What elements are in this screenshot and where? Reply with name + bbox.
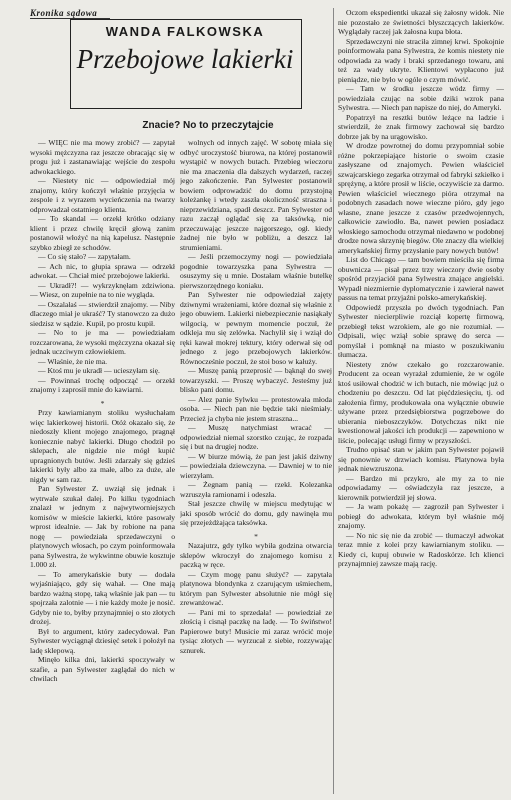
paragraph: Niestety znów czekało go rozczarowanie. Producent za ocean wyrażał zdumienie, że w ogóle ktoś usiłował chodzić w ich butach, nie mówiąc już o chodzeniu po deszczu. Od lat pięćdziesięciu, tj. od założenia firmy, produkowała ona wyłącznie obuwie używane przez przedsiębiorstwa pogrzebowe do ubierania nieboszczyków. Dotychczas nikt nie kwestionował jakości ich produkcji — zapewniono w liście, polecając usługi firmy w przyszłości. xyxy=(338,359,504,445)
article-subtitle: Znacie? No to przeczytajcie xyxy=(142,120,274,131)
paragraph: Stał jeszcze chwilę w miejscu medytując w jaki sposób wrócić do domu, gdy nawinęła mu się przejeżdżająca taksówka. xyxy=(180,499,332,527)
article-column-3 xyxy=(338,8,504,794)
paragraph: — Pani mi to sprzedała! — powiedział ze złością i cisnął paczkę na ladę. — To świństwo! Papierowe buty! Musicie mi zaraz wrócić moje tysiąc złotych — wyrzucał z siebie, rozzywając sznurek. xyxy=(180,607,332,655)
paragraph: — To skandal — orzekł krótko odziany klient i przez chwilę kręcił głową zanim postanowił włożyć na nią kapelusz. Następnie szybko zbiegł ze schodów. xyxy=(30,214,175,252)
paragraph: — Czym mogę panu służyć? — zapytała platynowa blondynka z czarującym uśmiechem, którym pan Sylwester absolutnie nie mógł się zrewanżować. xyxy=(180,569,332,607)
author-name: WANDA FALKOWSKA xyxy=(105,24,265,39)
paragraph: Sprzedawczyni nie straciła zimnej krwi. Spokojnie poinformowała pana Sylwestra, że komis niestety nie odpowiada za wady i braki sprzedanego towaru, ani też za wady ukryte. Klientowi wypłacono już pieniądze, nie było w ogóle o czym mówić. xyxy=(338,36,504,84)
section-kicker: Kronika sądowa xyxy=(30,8,110,19)
paragraph: Trudno opisać stan w jakim pan Sylwester pojawił się ponownie w drzwiach komisu. Platynowa była jednak niewzruszona. xyxy=(338,445,504,473)
paragraph: Minęło kilka dni, lakierki spoczywały w szafie, a pan Sylwester zaglądał do nich w chwilach xyxy=(30,655,175,683)
paragraph: Oczom ekspedientki ukazał się żałosny widok. Nie nie pozostało ze świetności błyszczących lakierków. Wyglądały raczej jak żałosna kupa błota. xyxy=(338,8,504,36)
paragraph: Pan Sylwester Z. uwziął się jednak i wytrwale szukał dalej. Po kilku tygodniach znalazł w jednym z najwytworniejszych komisów w mieście lakierki, które pasowały wprost idealnie. — Jak by robione na pana nogę — powiedziała sprzedawczyni o platynowych włosach, po czym poinformowała pana Sylwestra, że wykwintne obuwie kosztuje 1.000 zł. xyxy=(30,484,175,569)
paragraph: — Żegnam panią — rzekł. Kolezanka wzruszyła ramionami i odeszła. xyxy=(180,480,332,499)
paragraph: List do Chicago — tam bowiem mieściła się firma obuwnicza — pisał przez trzy wieczory dwie osoby spośród przyjaciół pana Sylwestra znające angielski. Wypadł niezmiernie dyplomatycznie i zawierał nawet passus na temat przyjaźni polsko-amerykańskiej. xyxy=(338,255,504,302)
paragraph: Popatrzył na resztki butów leżące na ladzie i stwierdził, że znak firmowy zachował się bardzo dobrze jak by na urągowisko. xyxy=(338,112,504,141)
paragraph: Był to argument, który zadecydował. Pan Sylwester wyciągnął dziesięć setek i położył na ladę sklepową. xyxy=(30,626,175,655)
paragraph: wolnych od innych zajęć. W sobotę miała się odbyć uroczystość biurowa, na której postanowił wystąpić w nowych butach. Przebieg wieczoru nie ma znaczenia dla dalszych wydarzeń, raczej jego zakończenie. Pan Sylwester postanowił bowiem odprowadzić do domu przystojną koleżankę i wtedy zaszła okoliczność straszna i nieprzewidziana, spadł deszcz. Pan Sylwester od razu zaczął oglądać się za taksówką, nie przeczuwając jeszcze najgorszego, ogł. kiedy żadnej nie było w pobliżu, a deszcz lał strumieniami. xyxy=(180,138,332,252)
paragraph: — Jeśli przemoczymy nogi — powiedziała pogodnie towarzyszka pana Sylwestra — osuszymy się u mnie. Dostałam właśnie butelkę pierwszorzędnego koniaku. xyxy=(180,252,332,290)
paragraph: — Muszę panią przeprosić — bąknął do swej towarzyszki. — Proszę wybaczyć. Jesteśmy już blisko pani domu. xyxy=(180,366,332,394)
paragraph: — No to je ma — powiedziałam rozczarowana, że wysoki mężczyzna okazał się jednak uczciwym człowiekiem. xyxy=(30,328,175,356)
article-title: Przebojowe lakierki xyxy=(76,44,294,74)
paragraph: — Ja wam pokażę — zagroził pan Sylwester i pobiegł do adwokata, którym był właśnie mój znajomy. xyxy=(338,502,504,530)
paragraph: Nazajutrz, gdy tylko wybiła godzina otwarcia sklepów wkroczył do znajomego komisu z paczką w ręce. xyxy=(180,541,332,569)
paragraph: — W biurze mówią, że pan jest jakiś dziwny — powiedziała dziewczyna. — Dawniej w to nie wierzyłam. xyxy=(180,451,332,480)
paragraph: — Muszę natychmiast wracać — odpowiedział niemal szorstko czując, że rozpada się i but na drugiej nodze. xyxy=(180,423,332,451)
paragraph: — Ach nic, to głupia sprawa — odrzekł adwokat. — Chciał mieć przebojowe lakierki. xyxy=(30,261,175,280)
paragraph: — Właśnie, że nie ma. xyxy=(38,356,108,366)
paragraph: — Niestety nic — odpowiedział mój znajomy, który kończył właśnie przyjęcia w zespole i z wyrazem wycieńczenia na twarzy odprowadzał ostatniego klienta. xyxy=(30,176,175,214)
article-column-1 xyxy=(30,138,175,794)
article-column-2 xyxy=(180,138,332,794)
paragraph: — Ktoś mu je ukradł — ucieszyłam się. xyxy=(38,366,160,375)
paragraph: — Tam w środku jeszcze wódz firmy — powiedziała czując na sobie dziki wzrok pana Sylwestra. — Niech pan napisze do niej, do Ameryki. xyxy=(338,84,504,112)
paragraph: — WIĘC nie ma mowy zrobić? — zapytał wysoki mężczyzna raz jeszcze obracając się w progu już i zastanawiając wejście do zespołu adwokackiego. xyxy=(30,138,175,176)
paragraph: Odpowiedź przyszła po dwóch tygodniach. Pan Sylwester niecierpliwie rozciął kopertę firmową, przebiegł tekst wzrokiem, ale go nie rozumiał. — Odpisali, więc wziął sobie sprawę do serca — pomyślał i pomknął na miasto w poszukiwaniu tłumacza. xyxy=(338,302,504,359)
paragraph: — Oszalałaś — stwierdził znajomy. — Niby dlaczego miał je ukraść? Ty stanowczo za dużo siedzisz w sądzie. Kupił, po prostu kupił. xyxy=(30,299,175,328)
paragraph: Pan Sylwester nie odpowiedział zajęty dziwnymi wrażeniami, które doznał się właśnie z jego obuwiem. Lakierki niebezpiecznie nasiąkały wilgocią, w pewnym momencie poczuł, że odkleja mu się zelówka. Nachylił się i wziął do ręki kawał mokrej tektury, który oderwał się od jednego z jego przebojowych lakierków. Równocześnie poczuł, że stoi boso w kałuży. xyxy=(180,290,332,366)
paragraph: — Bardzo mi przykro, ale my za to nie odpowiadamy — oświadczyła raz jeszcze, a kierownik potwierdził jej słowa. xyxy=(338,473,504,502)
paragraph: — Alez panie Sylwku — protestowała młoda osoba. — Niech pan nie będzie taki nieśmiały. Przecież ja chyba nie jestem straszna... xyxy=(180,394,332,423)
paragraph: — No nic się nie da zrobić — tłumaczył adwokat teraz mnie z kolei przy kawiarnianym stoliku. — Kiedy ci, kupuj obuwie w Radoskórze. Ich klienci przynajmniej zawsze mają rację. xyxy=(338,530,504,568)
paragraph: W drodze powrotnej do domu przypomniał sobie różne pokrzepiające historie o swoim czasie zasłyszane od znajomych. Pewien właściciel szwajcarskiego zegarka otrzymał od fabryki szkiełko i sprężynę, a które prosił w liście, oczywiście za darmo. Pewien właściciel wiecznego pióra otrzymał na podobnych zasadach nowe wieczne pióro, gdy jego własne, znane jeszcze z czasów przedwojennych, całkowicie zawiodło. Ba, nawet pewien posiadacz włoskiego samochodu otrzymał niedawno w podobnej drodze nowa skrzynię biegów. Ole znaczy dla wielkiej amerykańskiej firmy przysłanie pary nowych butów! xyxy=(338,141,504,255)
paragraph: * xyxy=(254,531,258,541)
paragraph: — Ukradł?! — wykrzyknęłam zdziwiona. — Wiesz, on zupełnie na to nie wygląda. xyxy=(30,280,175,299)
column-divider xyxy=(333,8,334,794)
paragraph: — To amerykańskie buty — dodała wyjaśniająco, gdy się wahał. — One mają bardzo ważną stopę, taką właśnie jak pan — tu spojrzała zalotnie — i nie każdy może je nosić. Gdyby nie to, byłby przynajmniej o sto złotych drożej. xyxy=(30,569,175,626)
paragraph: Przy kawiarnianym stoliku wysłuchałam więc lakierkowej historii. Otóż okazało się, że niedoszły klient mojego znajomego, pragnął koniecznie nabyć lakierki. Długo chodził po sklepach, ale nigdzie nie mógł kupić upragnionych butów. Jeśli zdarzały się gdzieś lakierki były albo za małe, albo za duże, ale nigdy w sam raz. xyxy=(30,408,175,484)
paragraph: — Powinnaś trochę odpocząć — orzekł znajomy i zaprosił mnie do kawiarni. xyxy=(30,375,175,394)
paragraph: * xyxy=(100,398,105,408)
paragraph: — Co się stało? — zapytałam. xyxy=(38,252,131,261)
